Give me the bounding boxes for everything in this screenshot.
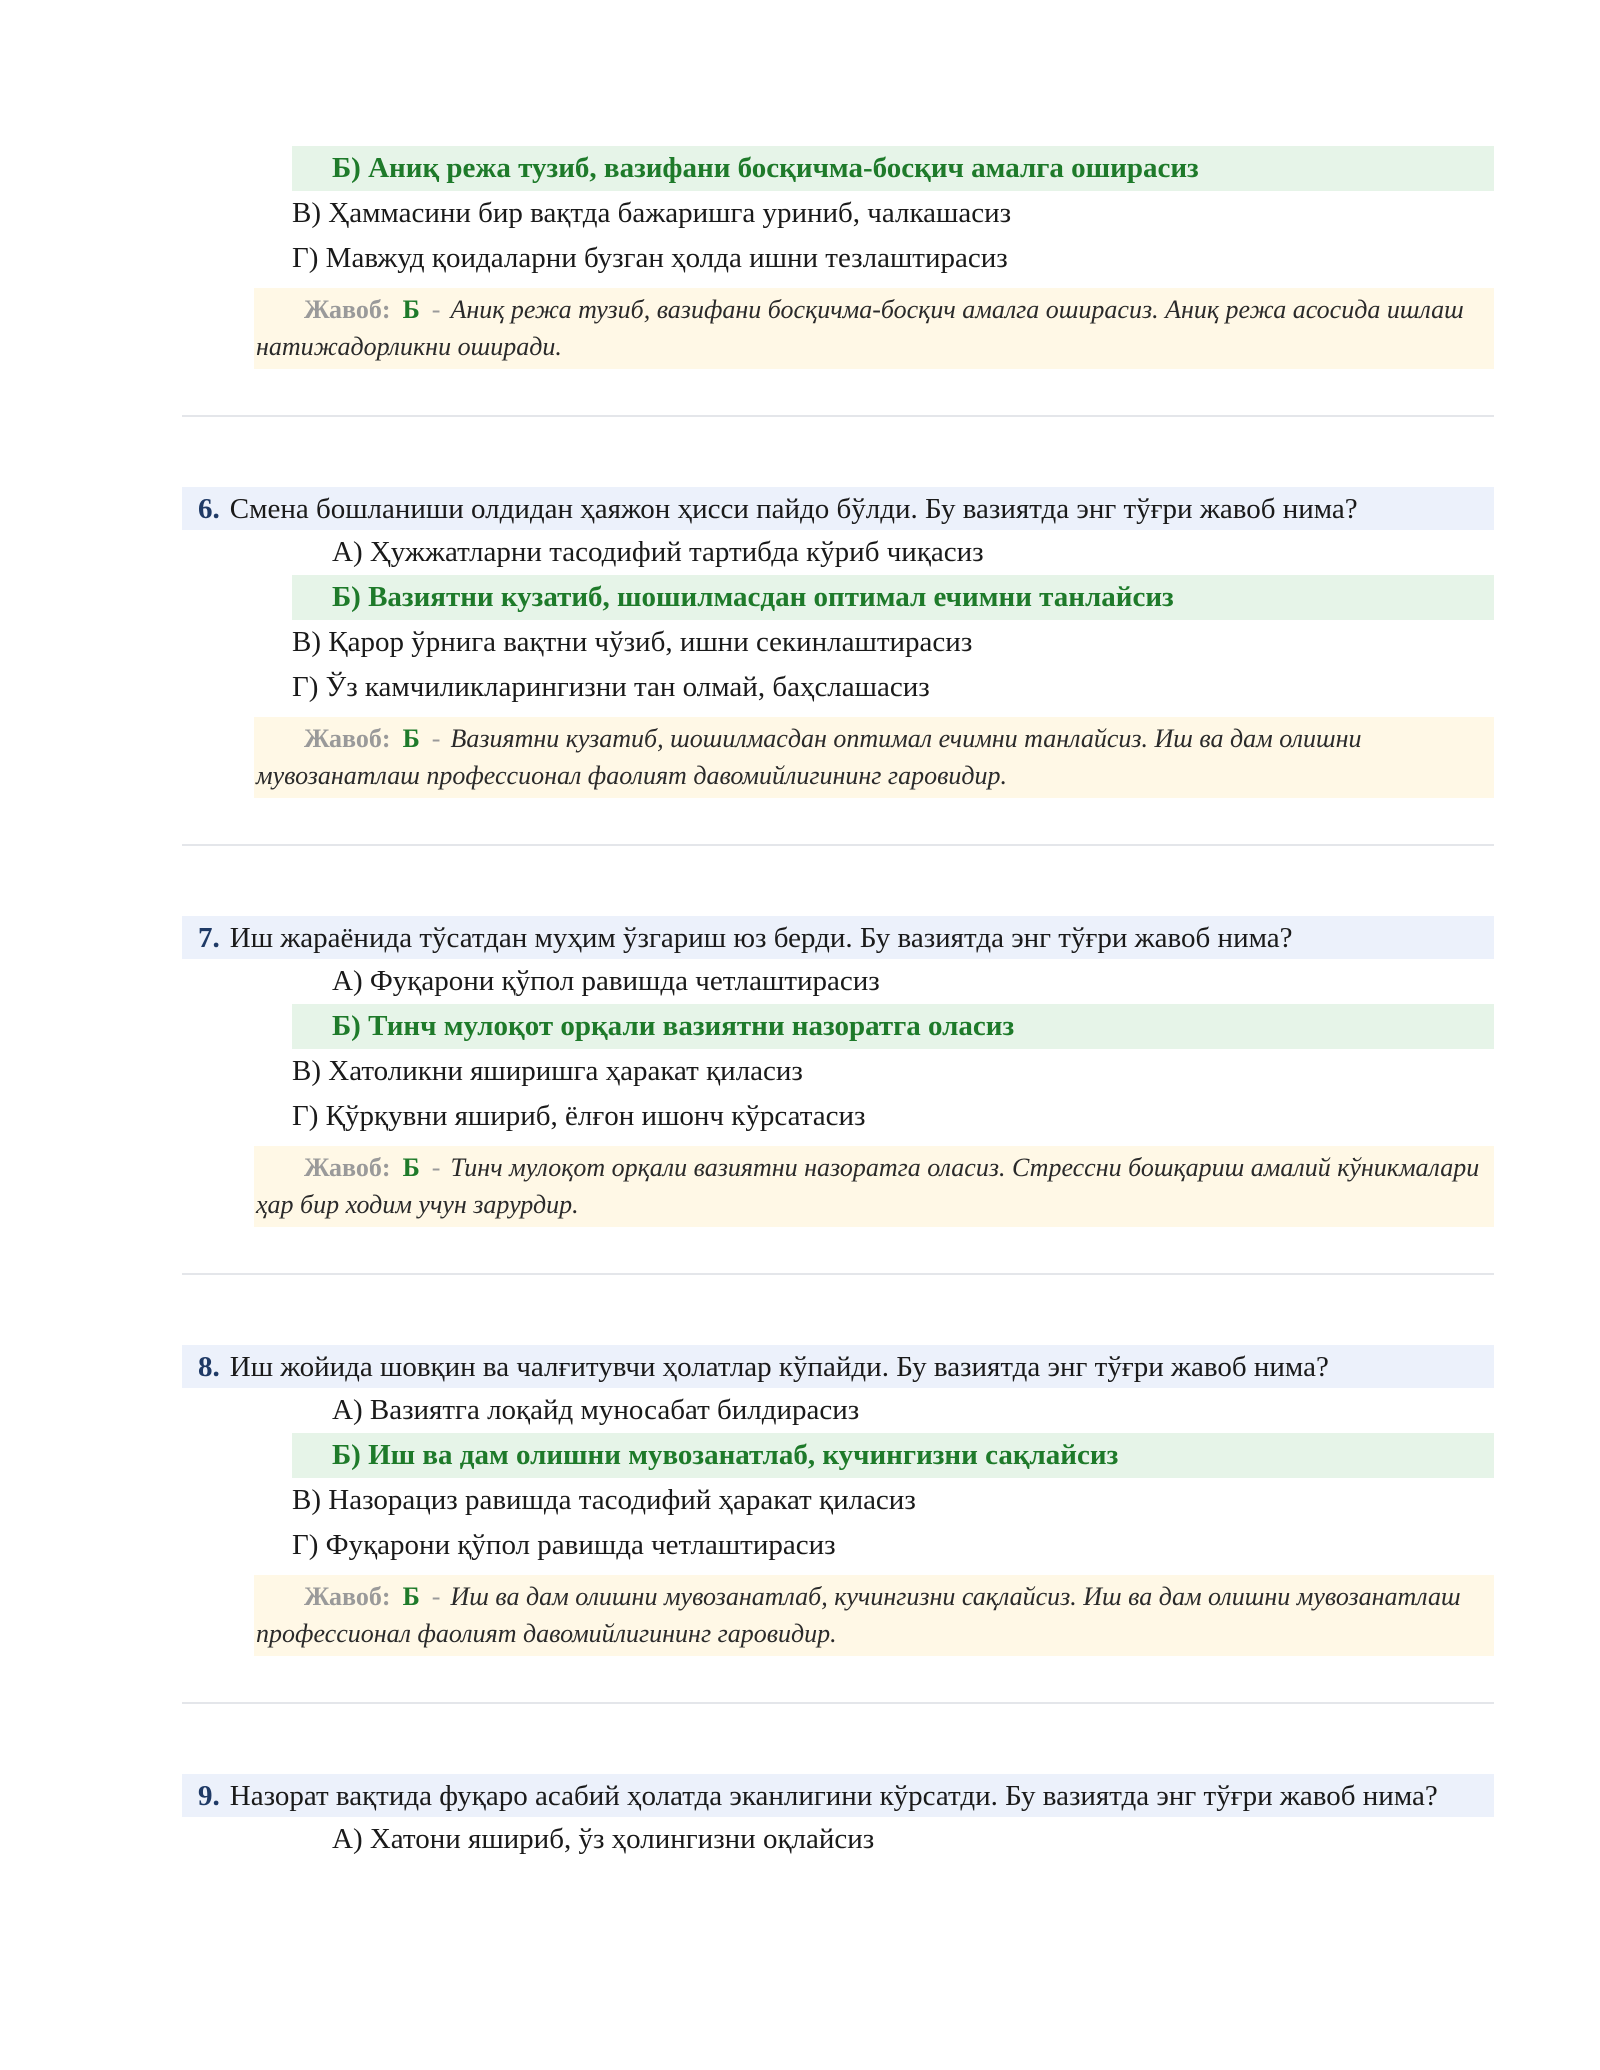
answer-box xyxy=(254,1146,1494,1227)
divider xyxy=(182,844,1494,846)
option-b-correct[interactable]: Б) Вазиятни кузатиб, шошилмасдан оптимал ечимни танлайсиз xyxy=(292,575,1494,620)
option-v[interactable]: В) Хатоликни яширишга ҳаракат қиласиз xyxy=(292,1055,803,1087)
answer-label: Жавоб: xyxy=(304,724,391,753)
option-v[interactable]: В) Назорациз равишда тасодифий ҳаракат қиласиз xyxy=(292,1484,916,1516)
answer-label: Жавоб: xyxy=(304,295,391,324)
option-v[interactable]: В) Қарор ўрнига вақтни чўзиб, ишни секинлаштирасиз xyxy=(292,626,973,658)
divider xyxy=(182,415,1494,417)
option-v[interactable]: В) Ҳаммасини бир вақтда бажаришга уриниб, чалкашасиз xyxy=(292,197,1012,229)
question-body: Смена бошланиши олдидан ҳаяжон ҳисси пайдо бўлди. Бу вазиятда энг тўғри жавоб нима? xyxy=(229,493,1358,525)
question-text xyxy=(182,1345,1494,1388)
question-body: Назорат вақтида фуқаро асабий ҳолатда эканлигини кўрсатди. Бу вазиятда энг тўғри жавоб нима? xyxy=(229,1780,1438,1812)
question-number: 7. xyxy=(198,922,220,954)
answer-letter: Б xyxy=(402,295,420,324)
answer-separator: - xyxy=(431,724,441,753)
answer-separator: - xyxy=(431,295,441,324)
option-a[interactable]: А) Ҳужжатларни тасодифий тартибда кўриб чиқасиз xyxy=(332,536,984,568)
divider xyxy=(182,1702,1494,1704)
answer-text: Иш ва дам олишни мувозанатлаб, кучингизни сақлайсиз. Иш ва дам олишни мувозанатлаш профессионал фаолият давомийлигининг гаровидир. xyxy=(256,1582,1461,1648)
answer-letter: Б xyxy=(402,1153,420,1182)
answer-letter: Б xyxy=(402,724,420,753)
answer-box xyxy=(254,717,1494,798)
question-number: 9. xyxy=(198,1780,220,1812)
option-g[interactable]: Г) Қўрқувни яшириб, ёлғон ишонч кўрсатасиз xyxy=(292,1100,866,1132)
answer-separator: - xyxy=(431,1153,441,1182)
answer-separator: - xyxy=(431,1582,441,1611)
option-g[interactable]: Г) Фуқарони қўпол равишда четлаштирасиз xyxy=(292,1529,836,1561)
option-b-correct[interactable]: Б) Иш ва дам олишни мувозанатлаб, кучингизни сақлайсиз xyxy=(292,1433,1494,1478)
option-g[interactable]: Г) Ўз камчиликларингизни тан олмай, баҳслашасиз xyxy=(292,671,930,703)
answer-text: Аниқ режа тузиб, вазифани босқичма-босқич амалга оширасиз. Аниқ режа асосида ишлаш натижадорликни оширади. xyxy=(256,295,1464,361)
option-b-correct[interactable]: Б) Тинч мулоқот орқали вазиятни назоратга оласиз xyxy=(292,1004,1494,1049)
question-text xyxy=(182,916,1494,959)
question-5-remainder xyxy=(182,146,1494,369)
answer-label: Жавоб: xyxy=(304,1153,391,1182)
option-a[interactable]: А) Фуқарони қўпол равишда четлаштирасиз xyxy=(332,965,880,997)
question-6 xyxy=(182,487,1494,798)
option-a[interactable]: А) Вазиятга лоқайд муносабат билдирасиз xyxy=(332,1394,860,1426)
question-body: Иш жараёнида тўсатдан муҳим ўзгариш юз берди. Бу вазиятда энг тўғри жавоб нима? xyxy=(229,922,1293,954)
answer-label: Жавоб: xyxy=(304,1582,391,1611)
answer-text: Вазиятни кузатиб, шошилмасдан оптимал ечимни танлайсиз. Иш ва дам олишни мувозанатлаш профессионал фаолият давомийлигининг гаровидир. xyxy=(256,724,1362,790)
option-g[interactable]: Г) Мавжуд қоидаларни бузган ҳолда ишни тезлаштирасиз xyxy=(292,242,1008,274)
option-b-correct[interactable]: Б) Аниқ режа тузиб, вазифани босқичма-босқич амалга оширасиз xyxy=(292,146,1494,191)
question-9 xyxy=(182,1774,1494,1862)
question-8 xyxy=(182,1345,1494,1656)
question-text xyxy=(182,1774,1494,1817)
option-a[interactable]: А) Хатони яшириб, ўз ҳолингизни оқлайсиз xyxy=(332,1823,875,1855)
question-7 xyxy=(182,916,1494,1227)
question-number: 6. xyxy=(198,493,220,525)
answer-box xyxy=(254,288,1494,369)
divider xyxy=(182,1273,1494,1275)
question-text xyxy=(182,487,1494,530)
answer-box xyxy=(254,1575,1494,1656)
answer-letter: Б xyxy=(402,1582,420,1611)
answer-text: Тинч мулоқот орқали вазиятни назоратга оласиз. Стрессни бошқариш амалий кўникмалари ҳар бир ходим учун зарурдир. xyxy=(256,1153,1480,1219)
question-body: Иш жойида шовқин ва чалғитувчи ҳолатлар кўпайди. Бу вазиятда энг тўғри жавоб нима? xyxy=(229,1351,1329,1383)
question-number: 8. xyxy=(198,1351,220,1383)
